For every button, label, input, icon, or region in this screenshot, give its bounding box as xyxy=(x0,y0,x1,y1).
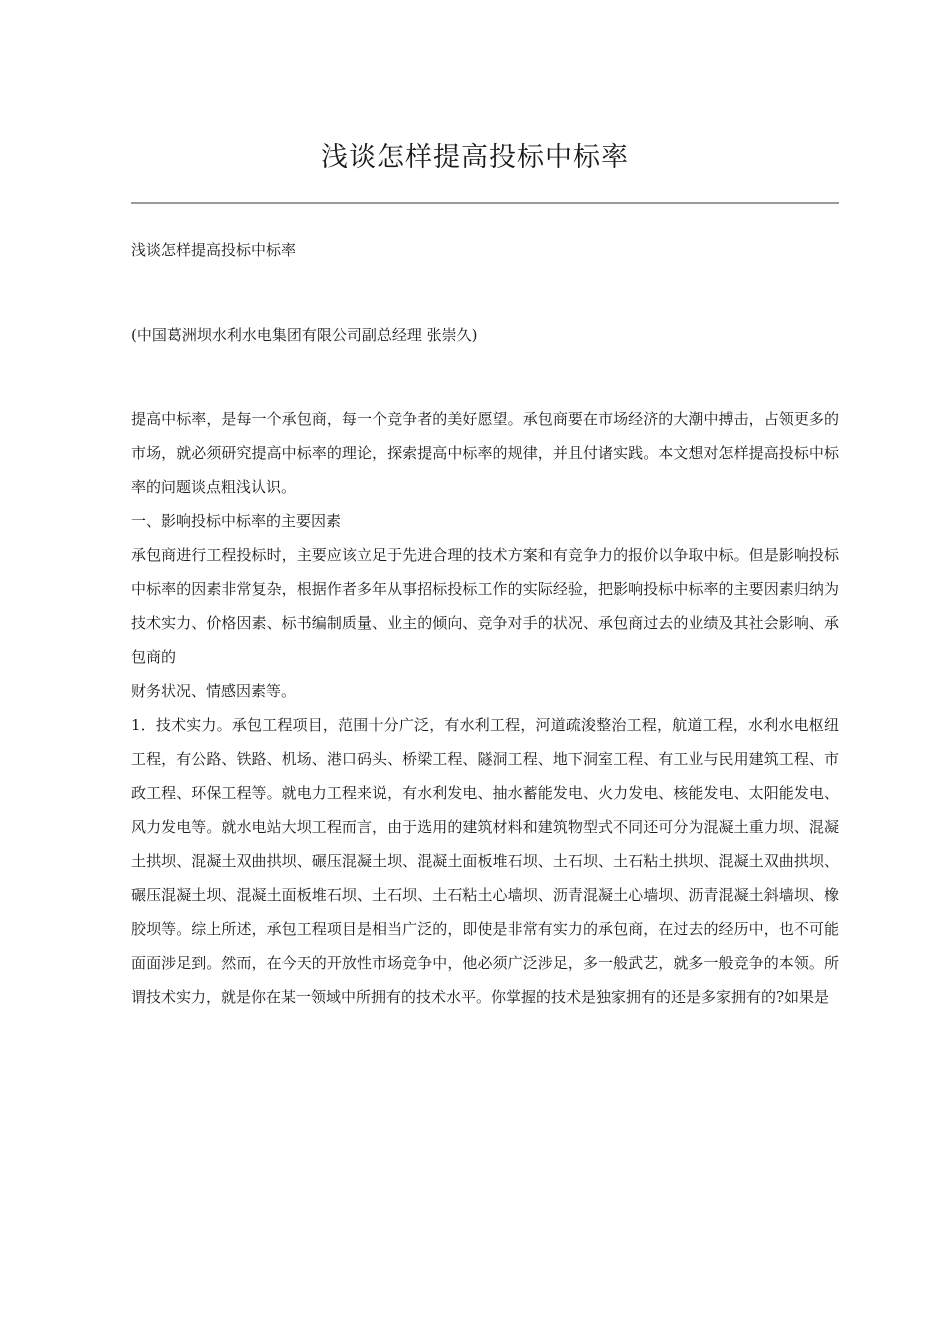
section-heading: 一、影响投标中标率的主要因素 xyxy=(131,512,342,530)
paragraph-factors: 承包商进行工程投标时，主要应该立足于先进合理的技术方案和有竞争力的报价以争取中标。但是影响投标中标率的因素非常复杂，根据作者多年从事招标投标工作的实际经验，把影响投标中标率的主要因素归纳为技术实力、价格因素、标书编制质量、业主的倾向、竞争对手的状况、承包商过去的业绩及其社会影响、承包商的 xyxy=(131,546,839,666)
document-body xyxy=(131,402,839,1014)
document-title: 浅谈怎样提高投标中标率 xyxy=(321,142,629,173)
paragraph-technical-strength: 1．技术实力。承包工程项目，范围十分广泛，有水利工程，河道疏浚整治工程，航道工程，水利水电枢纽工程，有公路、铁路、机场、港口码头、桥梁工程、隧洞工程、地下洞室工程、有工业与民用建筑工程、市政工程、环保工程等。就电力工程来说，有水利发电、抽水蓄能发电、火力发电、核能发电、太阳能发电、风力发电等。就水电站大坝工程而言，由于选用的建筑材料和建筑物型式不同还可分为混凝土重力坝、混凝土拱坝、混凝土双曲拱坝、碾压混凝土坝、混凝土面板堆石坝、土石坝、土石粘土拱坝、混凝土双曲拱坝、碾压混凝土坝、混凝土面板堆石坝、土石坝、土石粘土心墙坝、沥青混凝土心墙坝、沥青混凝土斜墙坝、橡胶坝等。综上所述，承包工程项目是相当广泛的，即使是非常有实力的承包商，在过去的经历中，也不可能面面涉足到。然而，在今天的开放性市场竞争中，他必须广泛涉足，多一般武艺，就多一般竞争的本领。所谓技术实力，就是你在某一领域中所拥有的技术水平。你掌握的技术是独家拥有的还是多家拥有的?如果是 xyxy=(131,716,839,1006)
title-divider xyxy=(131,202,839,204)
paragraph-intro: 提高中标率，是每一个承包商，每一个竞争者的美好愿望。承包商要在市场经济的大潮中搏击，占领更多的市场，就必须研究提高中标率的理论，探索提高中标率的规律，并且付诸实践。本文想对怎样提高投标中标率的问题谈点粗浅认识。 xyxy=(131,410,839,496)
paragraph-factors-cont: 财务状况、情感因素等。 xyxy=(131,682,297,700)
author-line: (中国葛洲坝水利水电集团有限公司副总经理 张崇久) xyxy=(131,326,478,344)
document-subtitle: 浅谈怎样提高投标中标率 xyxy=(131,241,297,259)
